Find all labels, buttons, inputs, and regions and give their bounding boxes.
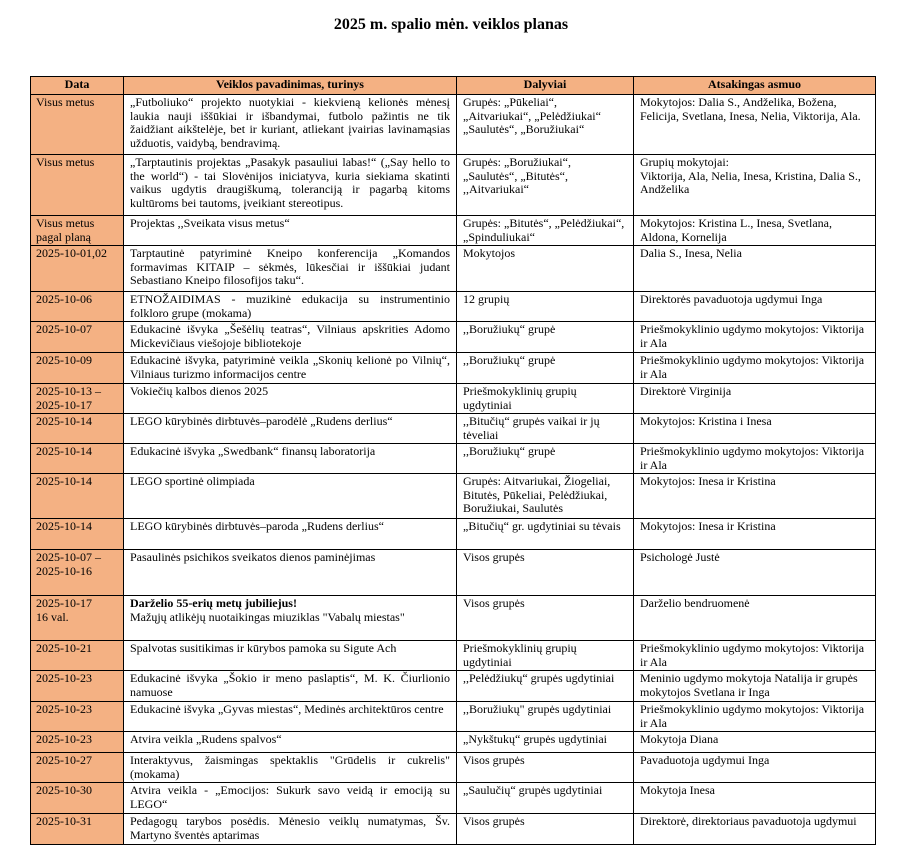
cell-date: 2025-10-14: [31, 444, 124, 474]
cell-date: 2025-10-14: [31, 519, 124, 550]
cell-activity: [124, 95, 457, 155]
cell-activity: [124, 702, 457, 732]
table-row: [31, 671, 876, 702]
cell-activity: [124, 322, 457, 353]
activity-text: „Futboliuko“ projekto nuotykiai - kiekvieną kelionės mėnesį laukia nauji iššūkiai ir išbandymai, futbolo pažintis ne tik žaidžiant aikštelėje, bet ir kuriant, atliekant įvairias lavinamąsias užduotis, vaidybą, bendravimą.: [130, 95, 450, 150]
cell-participants: ,,Boružiukų" grupės ugdytiniai: [457, 702, 634, 732]
cell-participants: „Nykštukų“ grupės ugdytiniai: [457, 732, 634, 753]
cell-date: Visus metus: [31, 155, 124, 216]
table-row: [31, 292, 876, 322]
cell-activity: [124, 384, 457, 414]
cell-responsible: Mokytojos: Kristina i Inesa: [634, 414, 876, 444]
activity-text: ETNOŽAIDIMAS - muzikinė edukacija su instrumentinio folkloro grupe (mokama): [130, 292, 450, 320]
cell-participants: Mokytojos: [457, 246, 634, 292]
cell-date: 2025-10-27: [31, 753, 124, 783]
table-row: [31, 814, 876, 845]
cell-responsible: Meninio ugdymo mokytoja Natalija ir grupės mokytojos Svetlana ir Inga: [634, 671, 876, 702]
cell-responsible: Mokytoja Diana: [634, 732, 876, 753]
activity-text: Spalvotas susitikimas ir kūrybos pamoka su Sigute Ach: [130, 641, 397, 655]
cell-date: 2025-10-07 –2025-10-16: [31, 550, 124, 596]
cell-responsible: Priešmokyklinio ugdymo mokytojos: Viktorija ir Ala: [634, 353, 876, 384]
cell-date: 2025-10-17 16 val.: [31, 596, 124, 641]
table-header-row: [31, 77, 876, 95]
cell-activity: [124, 732, 457, 753]
cell-responsible: Grupių mokytojai: Viktorija, Ala, Nelia, Inesa, Kristina, Dalia S., Andželika: [634, 155, 876, 216]
cell-date: 2025-10-14: [31, 414, 124, 444]
table-row: [31, 216, 876, 246]
cell-responsible: Direktorės pavaduotoja ugdymui Inga: [634, 292, 876, 322]
cell-date: 2025-10-23: [31, 732, 124, 753]
cell-responsible: Direktorė, direktoriaus pavaduotoja ugdymui: [634, 814, 876, 845]
cell-date: 2025-10-21: [31, 641, 124, 671]
cell-responsible: Dalia S., Inesa, Nelia: [634, 246, 876, 292]
table-row: [31, 732, 876, 753]
cell-activity: [124, 753, 457, 783]
table-row: [31, 474, 876, 519]
cell-activity: [124, 519, 457, 550]
activity-text: Edukacinė išvyka „Gyvas miestas“, Medinės architektūros centre: [130, 702, 444, 716]
activity-text: Interaktyvus, žaismingas spektaklis "Grūdelis ir cukrelis" (mokama): [130, 753, 450, 781]
cell-participants: ,,Boružiukų“ grupė: [457, 353, 634, 384]
cell-participants: „Bitučių“ gr. ugdytiniai su tėvais: [457, 519, 634, 550]
activity-text: Edukacinė išvyka „Šešėlių teatras“, Vilniaus apskrities Adomo Mickevičiaus viešojoje bibliotekoje: [130, 322, 450, 350]
cell-activity: [124, 353, 457, 384]
table-row: [31, 753, 876, 783]
cell-participants: Grupės: „Boružiukai“, „Saulutės“, „Bitutės“, ,,Aitvariukai“: [457, 155, 634, 216]
cell-participants: Visos grupės: [457, 596, 634, 641]
activity-text: LEGO kūrybinės dirbtuvės–paroda „Rudens derlius“: [130, 519, 384, 533]
cell-date: Visus metus: [31, 95, 124, 155]
activity-text: LEGO kūrybinės dirbtuvės–parodėlė „Rudens derlius“: [130, 414, 393, 428]
cell-participants: 12 grupių: [457, 292, 634, 322]
cell-date: 2025-10-01,02: [31, 246, 124, 292]
activity-text: Vokiečių kalbos dienos 2025: [130, 384, 269, 398]
cell-responsible: Priešmokyklinio ugdymo mokytojos: Viktorija ir Ala: [634, 444, 876, 474]
table-row: [31, 155, 876, 216]
table-row: [31, 641, 876, 671]
cell-date: 2025-10-23: [31, 702, 124, 732]
cell-participants: ,,Boružiukų“ grupė: [457, 444, 634, 474]
cell-participants: Grupės: Aitvariukai, Žiogeliai, Bitutės, Pūkeliai, Pelėdžiukai, Boružiukai, Saulutės: [457, 474, 634, 519]
cell-date: 2025-10-14: [31, 474, 124, 519]
activity-text: Edukacinė išvyka „Swedbank“ finansų laboratorija: [130, 444, 376, 458]
header-participants: Dalyviai: [457, 77, 634, 95]
cell-activity: [124, 444, 457, 474]
cell-date: Visus metus pagal planą: [31, 216, 124, 246]
table-row: [31, 550, 876, 596]
table-row: [31, 783, 876, 814]
cell-activity: [124, 155, 457, 216]
activity-highlight: Darželio 55-erių metų jubiliejus!: [130, 596, 297, 610]
page-title: 2025 m. spalio mėn. veiklos planas: [333, 16, 569, 33]
table-row: [31, 414, 876, 444]
cell-activity: [124, 814, 457, 845]
cell-responsible: Mokytoja Inesa: [634, 783, 876, 814]
table-row: [31, 322, 876, 353]
cell-date: 2025-10-09: [31, 353, 124, 384]
cell-activity: [124, 671, 457, 702]
table-row: [31, 519, 876, 550]
activity-text: Edukacinė išvyka „Šokio ir meno paslaptis“, M. K. Čiurlionio namuose: [130, 671, 450, 699]
activity-plan-table: [30, 76, 876, 845]
cell-responsible: Darželio bendruomenė: [634, 596, 876, 641]
cell-participants: Visos grupės: [457, 753, 634, 783]
cell-participants: Priešmokyklinių grupių ugdytiniai: [457, 384, 634, 414]
activity-text: Pedagogų tarybos posėdis. Mėnesio veiklų numatymas, Šv. Martyno šventės aptarimas: [130, 814, 450, 842]
header-activity: Veiklos pavadinimas, turinys: [124, 77, 457, 95]
activity-text: Projektas ,,Sveikata visus metus“: [130, 216, 290, 230]
cell-responsible: Mokytojos: Inesa ir Kristina: [634, 474, 876, 519]
activity-text: Mažųjų atlikėjų nuotaikingas miuziklas "Vabalų miestas": [130, 609, 405, 624]
header-responsible: Atsakingas asmuo: [634, 77, 876, 95]
cell-activity: [124, 246, 457, 292]
cell-activity: [124, 474, 457, 519]
cell-responsible: Priešmokyklinio ugdymo mokytojos: Viktorija ir Ala: [634, 641, 876, 671]
cell-date: 2025-10-13 – 2025-10-17: [31, 384, 124, 414]
cell-date: 2025-10-23: [31, 671, 124, 702]
activity-text: Tarptautinė patyriminė Kneipo konferencija „Komandos formavimas KITAIP – sėkmės, lūkesčiai ir iššūkiai judant Sebastiano Kneipo filosofijos taku“.: [130, 246, 450, 287]
cell-date: 2025-10-06: [31, 292, 124, 322]
cell-participants: ,,Pelėdžiukų“ grupės ugdytiniai: [457, 671, 634, 702]
activity-text: Atvira veikla „Rudens spalvos“: [130, 732, 282, 746]
cell-participants: ,,Bitučių“ grupės vaikai ir jų tėveliai: [457, 414, 634, 444]
activity-text: Atvira veikla - „Emocijos: Sukurk savo veidą ir emociją su LEGO“: [130, 783, 450, 811]
activity-text: LEGO sportinė olimpiada: [130, 474, 255, 488]
activity-text: Pasaulinės psichikos sveikatos dienos paminėjimas: [130, 550, 376, 564]
table-row: [31, 702, 876, 732]
cell-date: 2025-10-07: [31, 322, 124, 353]
cell-participants: „Saulučių“ grupės ugdytiniai: [457, 783, 634, 814]
cell-date: 2025-10-30: [31, 783, 124, 814]
table-row: [31, 246, 876, 292]
table-row: [31, 384, 876, 414]
cell-activity: [124, 596, 457, 641]
cell-participants: Priešmokyklinių grupių ugdytiniai: [457, 641, 634, 671]
cell-participants: ,,Boružiukų“ grupė: [457, 322, 634, 353]
activity-text: „Tarptautinis projektas „Pasakyk pasauliui labas!“ („Say hello to the world“) - tai Slovėnijos iniciatyva, kuria siekiama skatinti vaikus ugdytis draugiškumą, toleranciją ir pagarbą kitoms kultūroms bei tautoms, įveikiant stereotipus.: [130, 155, 450, 210]
cell-responsible: Priešmokyklinio ugdymo mokytojos: Viktorija ir Ala: [634, 322, 876, 353]
cell-participants: Visos grupės: [457, 814, 634, 845]
cell-responsible: Mokytojos: Dalia S., Andželika, Božena, Felicija, Svetlana, Inesa, Nelia, Viktorija, Ala.: [634, 95, 876, 155]
cell-responsible: Priešmokyklinio ugdymo mokytojos: Viktorija ir Ala: [634, 702, 876, 732]
cell-responsible: Psichologė Justė: [634, 550, 876, 596]
cell-responsible: Pavaduotoja ugdymui Inga: [634, 753, 876, 783]
cell-activity: [124, 783, 457, 814]
cell-activity: [124, 414, 457, 444]
cell-responsible: Mokytojos: Inesa ir Kristina: [634, 519, 876, 550]
cell-participants: Visos grupės: [457, 550, 634, 596]
cell-responsible: Direktorė Virginija: [634, 384, 876, 414]
cell-activity: [124, 641, 457, 671]
cell-activity: [124, 550, 457, 596]
cell-date: 2025-10-31: [31, 814, 124, 845]
cell-participants: Grupės: „Pūkeliai“, „Aitvariukai“, „Pelėdžiukai“ „Saulutės“, „Boružiukai“: [457, 95, 634, 155]
table-row: [31, 353, 876, 384]
table-row: [31, 444, 876, 474]
table-row: [31, 596, 876, 641]
table-body: [31, 95, 876, 845]
cell-responsible: Mokytojos: Kristina L., Inesa, Svetlana, Aldona, Kornelija: [634, 216, 876, 246]
cell-activity: [124, 216, 457, 246]
cell-activity: [124, 292, 457, 322]
cell-participants: Grupės: „Bitutės“, „Pelėdžiukai“, „Spinduliukai“: [457, 216, 634, 246]
header-date: Data: [31, 77, 124, 95]
table-row: [31, 95, 876, 155]
activity-text: Edukacinė išvyka, patyriminė veikla „Skonių kelionė po Vilnių“, Vilniaus turizmo informacijos centre: [130, 353, 450, 381]
